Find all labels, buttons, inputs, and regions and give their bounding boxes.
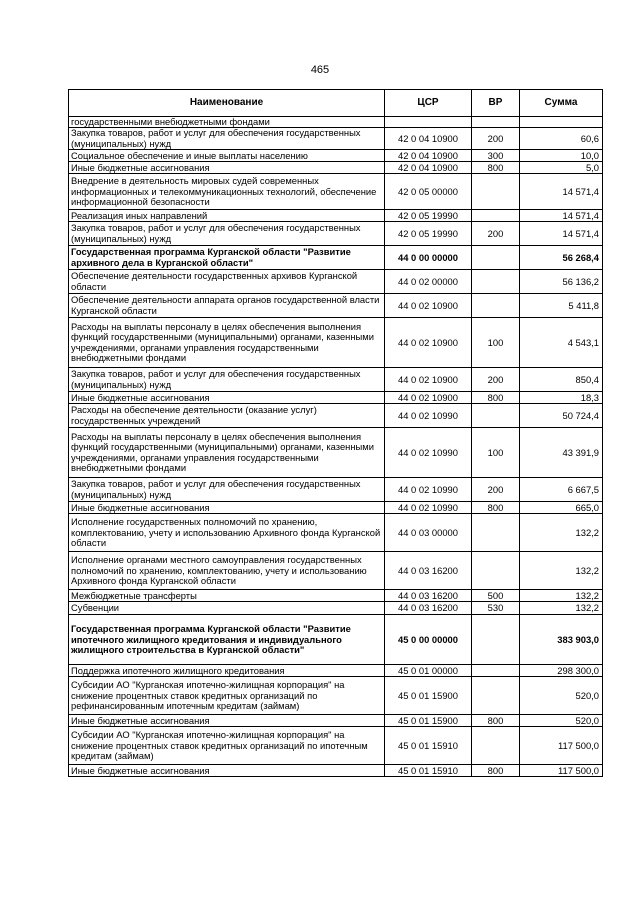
row-name-cell: Закупка товаров, работ и услуг для обеспечения государственных (муниципальных) нужд <box>69 128 385 150</box>
row-vr-cell <box>472 665 520 677</box>
row-csr-cell <box>385 117 472 128</box>
row-sum-cell <box>520 117 603 128</box>
row-csr-cell: 42 0 05 19990 <box>385 222 472 246</box>
row-sum-cell: 298 300,0 <box>520 665 603 677</box>
row-csr-cell: 44 0 03 16200 <box>385 602 472 615</box>
row-name-cell: Государственная программа Курганской области "Развитие ипотечного жилищного кредитования и индивидуального жилищного строительства в Курганской области" <box>69 615 385 665</box>
header-sum: Сумма <box>520 90 603 117</box>
row-sum-cell: 60,6 <box>520 128 603 150</box>
row-name-cell: Внедрение в деятельность мировых судей современных информационных и телекоммуникационных технологий, обеспечение информационной безопасности <box>69 174 385 210</box>
row-name-cell: Иные бюджетные ассигнования <box>69 715 385 727</box>
table-row <box>69 677 603 715</box>
row-name-cell: Межбюджетные трансферты <box>69 590 385 602</box>
row-sum-cell: 50 724,4 <box>520 404 603 428</box>
table-row <box>69 162 603 174</box>
row-sum-cell: 56 136,2 <box>520 270 603 294</box>
table-row <box>69 665 603 677</box>
row-vr-cell: 800 <box>472 502 520 514</box>
budget-table <box>68 89 603 777</box>
row-csr-cell: 44 0 03 00000 <box>385 514 472 552</box>
row-sum-cell: 4 543,1 <box>520 318 603 368</box>
row-name-cell: Субсидии АО "Курганская ипотечно-жилищная корпорация" на снижение процентных ставок кредитных организаций по ипотечным кредитам (займам) <box>69 727 385 765</box>
row-sum-cell: 5,0 <box>520 162 603 174</box>
table-row <box>69 174 603 210</box>
table-row <box>69 270 603 294</box>
header-csr: ЦСР <box>385 90 472 117</box>
row-csr-cell: 45 0 01 15900 <box>385 715 472 727</box>
row-csr-cell: 44 0 02 10990 <box>385 502 472 514</box>
row-vr-cell: 100 <box>472 428 520 478</box>
row-sum-cell: 132,2 <box>520 590 603 602</box>
row-csr-cell: 44 0 03 16200 <box>385 552 472 590</box>
table-row <box>69 715 603 727</box>
row-sum-cell: 665,0 <box>520 502 603 514</box>
row-sum-cell: 117 500,0 <box>520 727 603 765</box>
row-sum-cell: 14 571,4 <box>520 222 603 246</box>
row-csr-cell: 44 0 03 16200 <box>385 590 472 602</box>
row-csr-cell: 42 0 05 00000 <box>385 174 472 210</box>
row-name-cell: Реализация иных направлений <box>69 210 385 222</box>
row-name-cell: Иные бюджетные ассигнования <box>69 765 385 777</box>
row-name-cell: Обеспечение деятельности аппарата органов государственной власти Курганской области <box>69 294 385 318</box>
row-csr-cell: 44 0 02 10990 <box>385 404 472 428</box>
row-vr-cell: 300 <box>472 150 520 162</box>
row-name-cell: Закупка товаров, работ и услуг для обеспечения государственных (муниципальных) нужд <box>69 478 385 502</box>
row-sum-cell: 520,0 <box>520 677 603 715</box>
row-vr-cell <box>472 270 520 294</box>
row-vr-cell <box>472 210 520 222</box>
row-vr-cell <box>472 294 520 318</box>
row-name-cell: Закупка товаров, работ и услуг для обеспечения государственных (муниципальных) нужд <box>69 368 385 392</box>
header-name: Наименование <box>69 90 385 117</box>
row-vr-cell: 200 <box>472 368 520 392</box>
row-vr-cell <box>472 552 520 590</box>
table-row <box>69 514 603 552</box>
row-vr-cell: 800 <box>472 715 520 727</box>
row-sum-cell: 520,0 <box>520 715 603 727</box>
row-name-cell: Расходы на выплаты персоналу в целях обеспечения выполнения функций государственными (муниципальными) органами, казенными учреждениями, органами управления государственными внебюджетными фондами <box>69 318 385 368</box>
table-row <box>69 502 603 514</box>
row-name-cell: Иные бюджетные ассигнования <box>69 392 385 404</box>
row-sum-cell: 850,4 <box>520 368 603 392</box>
row-name-cell: Субвенции <box>69 602 385 615</box>
row-vr-cell <box>472 677 520 715</box>
table-row <box>69 210 603 222</box>
row-sum-cell: 132,2 <box>520 552 603 590</box>
row-vr-cell: 530 <box>472 602 520 615</box>
table-row <box>69 222 603 246</box>
row-sum-cell: 10,0 <box>520 150 603 162</box>
row-csr-cell: 42 0 04 10900 <box>385 128 472 150</box>
table-row <box>69 404 603 428</box>
row-csr-cell: 44 0 02 00000 <box>385 270 472 294</box>
row-csr-cell: 44 0 02 10900 <box>385 368 472 392</box>
row-sum-cell: 14 571,4 <box>520 210 603 222</box>
row-sum-cell: 5 411,8 <box>520 294 603 318</box>
row-vr-cell: 100 <box>472 318 520 368</box>
row-name-cell: Обеспечение деятельности государственных архивов Курганской области <box>69 270 385 294</box>
table-row <box>69 590 603 602</box>
row-csr-cell: 44 0 00 00000 <box>385 246 472 270</box>
row-name-cell: Субсидии АО "Курганская ипотечно-жилищная корпорация" на снижение процентных ставок кредитных организаций по рефинансированным ипотечным кредитам (займам) <box>69 677 385 715</box>
table-row <box>69 368 603 392</box>
row-csr-cell: 42 0 05 19990 <box>385 210 472 222</box>
row-vr-cell <box>472 615 520 665</box>
row-csr-cell: 42 0 04 10900 <box>385 162 472 174</box>
row-vr-cell: 200 <box>472 478 520 502</box>
table-row <box>69 765 603 777</box>
row-vr-cell: 800 <box>472 765 520 777</box>
row-name-cell: Иные бюджетные ассигнования <box>69 162 385 174</box>
row-vr-cell: 500 <box>472 590 520 602</box>
row-sum-cell: 56 268,4 <box>520 246 603 270</box>
page-number: 465 <box>310 64 330 76</box>
row-name-cell: Иные бюджетные ассигнования <box>69 502 385 514</box>
table-row <box>69 117 603 128</box>
row-name-cell: Социальное обеспечение и иные выплаты населению <box>69 150 385 162</box>
row-csr-cell: 44 0 02 10990 <box>385 428 472 478</box>
row-sum-cell: 132,2 <box>520 514 603 552</box>
table-row <box>69 552 603 590</box>
header-vr: ВР <box>472 90 520 117</box>
table-row <box>69 318 603 368</box>
row-csr-cell: 44 0 02 10900 <box>385 392 472 404</box>
row-sum-cell: 383 903,0 <box>520 615 603 665</box>
table-body <box>69 117 603 777</box>
row-name-cell: Расходы на обеспечение деятельности (оказание услуг) государственных учреждений <box>69 404 385 428</box>
table-header-row <box>69 90 603 117</box>
table-row <box>69 478 603 502</box>
table-row <box>69 392 603 404</box>
table-row <box>69 246 603 270</box>
table-row <box>69 128 603 150</box>
row-vr-cell <box>472 117 520 128</box>
row-vr-cell <box>472 727 520 765</box>
row-csr-cell: 45 0 01 00000 <box>385 665 472 677</box>
table-row <box>69 727 603 765</box>
row-sum-cell: 117 500,0 <box>520 765 603 777</box>
row-name-cell: Исполнение органами местного самоуправления государственных полномочий по хранению, комплектованию, учету и использованию Архивного фонда Курганской области <box>69 552 385 590</box>
row-sum-cell: 43 391,9 <box>520 428 603 478</box>
table-row <box>69 602 603 615</box>
row-vr-cell: 200 <box>472 128 520 150</box>
row-csr-cell: 42 0 04 10900 <box>385 150 472 162</box>
table-row <box>69 428 603 478</box>
row-vr-cell <box>472 404 520 428</box>
row-name-cell: государственными внебюджетными фондами <box>69 117 385 128</box>
row-vr-cell <box>472 174 520 210</box>
row-csr-cell: 44 0 02 10900 <box>385 318 472 368</box>
row-name-cell: Государственная программа Курганской области "Развитие архивного дела в Курганской области" <box>69 246 385 270</box>
row-csr-cell: 45 0 01 15900 <box>385 677 472 715</box>
row-csr-cell: 44 0 02 10990 <box>385 478 472 502</box>
row-vr-cell <box>472 514 520 552</box>
row-csr-cell: 44 0 02 10900 <box>385 294 472 318</box>
row-sum-cell: 18,3 <box>520 392 603 404</box>
row-sum-cell: 6 667,5 <box>520 478 603 502</box>
table-row <box>69 294 603 318</box>
row-vr-cell: 800 <box>472 162 520 174</box>
table-row <box>69 615 603 665</box>
row-vr-cell <box>472 246 520 270</box>
row-csr-cell: 45 0 01 15910 <box>385 765 472 777</box>
row-name-cell: Поддержка ипотечного жилищного кредитования <box>69 665 385 677</box>
row-csr-cell: 45 0 01 15910 <box>385 727 472 765</box>
table-row <box>69 150 603 162</box>
row-csr-cell: 45 0 00 00000 <box>385 615 472 665</box>
row-sum-cell: 132,2 <box>520 602 603 615</box>
row-name-cell: Закупка товаров, работ и услуг для обеспечения государственных (муниципальных) нужд <box>69 222 385 246</box>
row-name-cell: Исполнение государственных полномочий по хранению, комплектованию, учету и использованию Архивного фонда Курганской области <box>69 514 385 552</box>
row-vr-cell: 200 <box>472 222 520 246</box>
row-sum-cell: 14 571,4 <box>520 174 603 210</box>
row-name-cell: Расходы на выплаты персоналу в целях обеспечения выполнения функций государственными (муниципальными) органами, казенными учреждениями, органами управления государственными внебюджетными фондами <box>69 428 385 478</box>
row-vr-cell: 800 <box>472 392 520 404</box>
